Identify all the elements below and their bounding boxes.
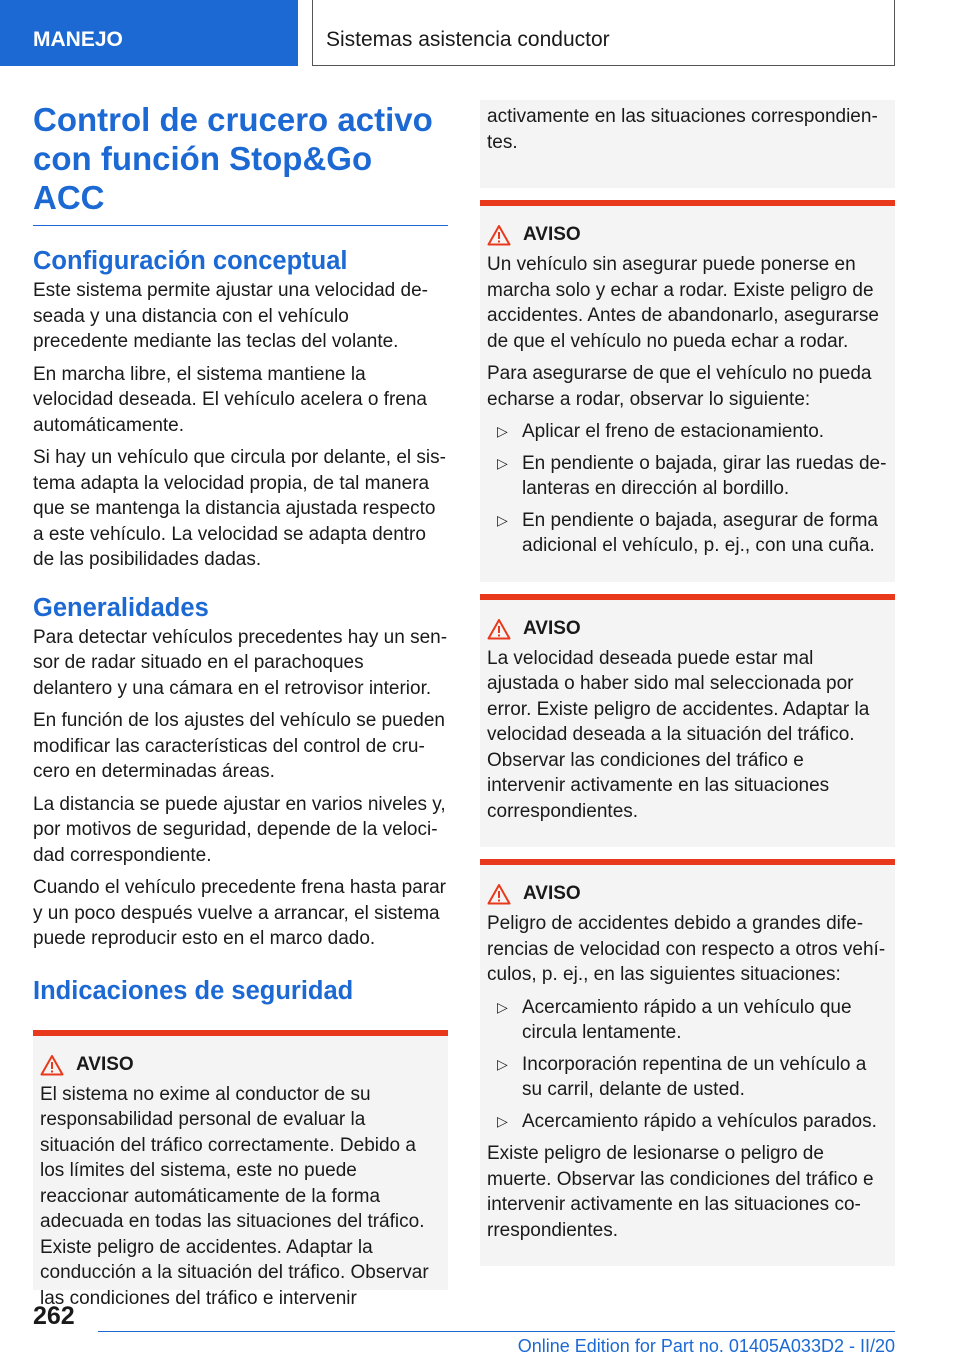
notice-title: AVISO: [523, 224, 581, 245]
page-title-line1: Control de crucero activo: [33, 101, 433, 138]
warning-triangle-icon: [487, 224, 511, 246]
bullet-list: [487, 995, 887, 1135]
notice-text: La velocidad deseada puede estar mal ajustada o haber sido mal seleccionada por error. Existe peligro de accidentes. Adaptar la velocidad deseada a la situación del tráfico. Observar las condiciones del tráfico e intervenir activamente en las situaciones correspondientes.: [487, 647, 870, 822]
notice-text: Para asegurarse de que el vehículo no pueda echarse a rodar, observar lo siguiente:: [487, 363, 872, 410]
bullet-list: [487, 419, 887, 559]
triangle-bullet-icon: ▷: [497, 423, 508, 439]
warning-notice: [480, 200, 895, 582]
list-item: ▷ En pendiente o bajada, asegurar de forma adicional el vehículo, p. ej., con una cuña.: [497, 509, 878, 556]
warning-triangle-icon: [40, 1054, 64, 1076]
general-paragraph: La distancia se puede ajustar en varios niveles y, por motivos de seguridad, depende de la velocidad correspondiente.: [33, 793, 446, 866]
notice-text: Un vehículo sin asegurar puede ponerse en marcha solo y echar a rodar. Existe peligro de accidentes. Antes de abandonarlo, asegurarse de que el vehículo no pueda echar a rodar.: [487, 254, 879, 352]
notice-text: Peligro de accidentes debido a grandes diferencias de velocidad con respecto a otros vehículos, p. ej., en las siguientes situaciones:: [487, 913, 886, 985]
warning-notice: [480, 594, 895, 848]
concept-paragraph: Si hay un vehículo que circula por delante, el sistema adapta la velocidad propia, de tal manera que se mantenga la distancia ajustada respecto a este vehículo. La velocidad se adapta dentro de las posibilidades dadas.: [33, 447, 446, 570]
triangle-bullet-icon: ▷: [497, 1055, 508, 1072]
notice-header: [487, 618, 887, 640]
list-item: ▷ En pendiente o bajada, girar las ruedas delanteras en dirección al bordillo.: [497, 452, 887, 499]
notice-text: activamente en las situaciones correspondientes.: [487, 106, 878, 153]
warning-triangle-icon: [487, 618, 511, 640]
general-heading: Generalidades: [33, 593, 209, 622]
concept-paragraph: En marcha libre, el sistema mantiene la velocidad deseada. El vehículo acelera o frena automáticamente.: [33, 363, 427, 436]
warning-notice: [33, 1030, 448, 1309]
page-number: 262: [33, 1302, 75, 1330]
page-title-line2: con función Stop&Go ACC: [33, 140, 373, 216]
general-paragraph: Cuando el vehículo precedente frena hasta parar y un poco después vuelve a arrancar, el sistema puede reproducir esto en el marco dado.: [33, 877, 446, 949]
triangle-bullet-icon: ▷: [497, 1112, 508, 1129]
notice-header: [487, 883, 887, 905]
footer-divider: [98, 1331, 895, 1332]
page-header: [0, 0, 960, 66]
section-tab: MANEJO: [0, 0, 298, 66]
concept-paragraph: Este sistema permite ajustar una velocidad deseada y una distancia con el vehículo precedente mediante las teclas del volante.: [33, 280, 428, 352]
list-item: ▷ Acercamiento rápido a vehículos parados.: [487, 1109, 887, 1135]
left-column: [33, 100, 448, 1309]
concept-heading: Configuración conceptual: [33, 247, 348, 275]
triangle-bullet-icon: ▷: [497, 454, 508, 471]
safety-heading: Indicaciones de seguridad: [33, 976, 354, 1005]
list-item: ▷ Incorporación repentina de un vehículo a su carril, delante de usted.: [497, 1053, 867, 1100]
chapter-title: Sistemas asistencia conductor: [312, 0, 895, 66]
notice-continuation: [480, 100, 895, 188]
notice-text: El sistema no exime al conductor de su responsabilidad personal de evaluar la situación del tráfico correctamente. Debido a los límites del sistema, este no puede reaccionar automáticamente de la forma adecuada en todas las situaciones del tráfico. Existe peligro de accidentes. Adaptar la conducción a la situación del tráfico. Observar las condiciones del tráfico e intervenir: [40, 1083, 429, 1309]
edition-note: Online Edition for Part no. 01405A033D2 - II/20: [517, 1336, 895, 1356]
notice-text: Existe peligro de lesionarse o peligro de muerte. Observar las condiciones del tráfico e intervenir activamente en las situaciones correspondientes.: [487, 1143, 874, 1241]
general-paragraph: Para detectar vehículos precedentes hay un sensor de radar situado en el parachoques delantero y una cámara en el retrovisor interior.: [33, 626, 448, 699]
right-column: [480, 100, 895, 1266]
warning-notice: [480, 859, 895, 1266]
list-item: ▷ Acercamiento rápido a un vehículo que circula lentamente.: [497, 996, 852, 1043]
notice-header: [487, 224, 887, 246]
notice-title: AVISO: [523, 883, 581, 904]
general-paragraph: En función de los ajustes del vehículo se pueden modificar las características del control de crucero en determinadas áreas.: [33, 710, 445, 782]
warning-triangle-icon: [487, 883, 511, 905]
list-item: ▷ Aplicar el freno de estacionamiento.: [487, 419, 887, 445]
triangle-bullet-icon: ▷: [497, 511, 508, 528]
notice-title: AVISO: [523, 617, 581, 639]
page-title: [33, 100, 448, 226]
triangle-bullet-icon: ▷: [497, 998, 508, 1015]
notice-header: [40, 1054, 440, 1076]
notice-title: AVISO: [76, 1053, 134, 1075]
